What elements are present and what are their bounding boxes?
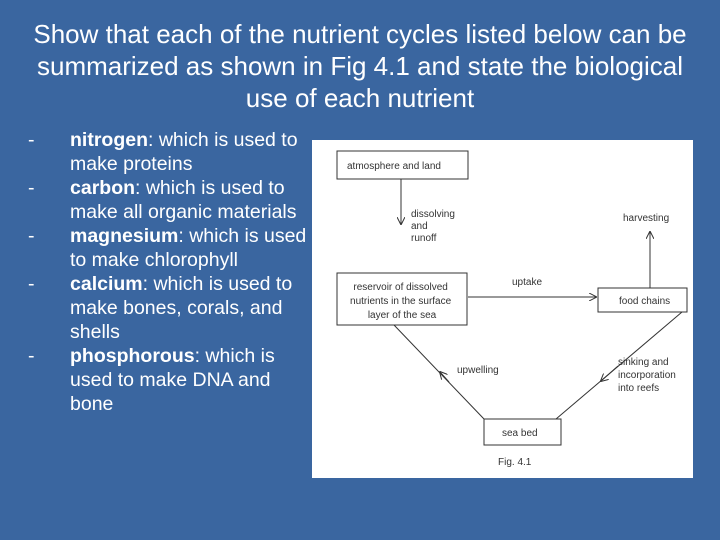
bullet-dash: - — [28, 345, 35, 367]
sinking-label — [618, 357, 679, 394]
nutrient-use: : which is used to make all organic materials — [70, 177, 297, 223]
sinking-label-line: into reefs — [618, 383, 660, 394]
nutrient-cycle-figure — [312, 140, 693, 478]
nutrient-use: : which is used to make DNA and bone — [70, 345, 275, 415]
reservoir-label-line: nutrients in the surface — [350, 296, 452, 307]
nutrient-use: : which is used to make bones, corals, and shells — [70, 273, 293, 343]
sinking-label-line: incorporation — [618, 370, 676, 381]
bullet-dash: - — [28, 177, 35, 199]
harvesting-label: harvesting — [623, 213, 670, 224]
dissolving-label-line: and — [411, 221, 428, 232]
bullet-dash: - — [28, 273, 35, 295]
nutrient-term: nitrogen — [70, 129, 148, 151]
nutrient-term: carbon — [70, 177, 136, 199]
list-item-calcium — [28, 272, 313, 344]
list-item-carbon — [28, 176, 313, 224]
bullet-dash: - — [28, 129, 35, 151]
nutrient-use: : which is used to make proteins — [70, 129, 298, 175]
dissolving-label-line: runoff — [411, 233, 437, 244]
nutrient-use: : which is used to make chlorophyll — [70, 225, 307, 271]
nutrient-term: calcium — [70, 273, 143, 295]
upwelling-arrow-head — [440, 372, 449, 382]
nutrient-term: magnesium — [70, 225, 179, 247]
atmosphere-label: atmosphere and land — [347, 161, 441, 172]
dissolving-label — [411, 209, 458, 244]
reservoir-label-line: reservoir of dissolved — [353, 282, 448, 293]
nutrient-list — [28, 128, 313, 416]
figure-caption: Fig. 4.1 — [498, 457, 532, 468]
list-item-phosphorous — [28, 344, 313, 416]
upwelling-label: upwelling — [457, 365, 499, 376]
food-chains-label: food chains — [619, 296, 671, 307]
uptake-label: uptake — [512, 277, 543, 288]
sea-bed-label: sea bed — [502, 428, 538, 439]
sinking-label-line: sinking and — [618, 357, 669, 368]
reservoir-label-line: layer of the sea — [367, 310, 437, 321]
list-item-nitrogen — [28, 128, 313, 176]
bullet-dash: - — [28, 225, 35, 247]
nutrient-term: phosphorous — [70, 345, 195, 367]
dissolving-label-line: dissolving — [411, 209, 455, 220]
list-item-magnesium — [28, 224, 313, 272]
sinking-arrow-head — [601, 366, 618, 381]
cycle-diagram — [312, 140, 693, 478]
slide-title: Show that each of the nutrient cycles listed below can be summarized as shown in Fig 4.1 and state the biological use of each nutrient — [33, 19, 687, 113]
